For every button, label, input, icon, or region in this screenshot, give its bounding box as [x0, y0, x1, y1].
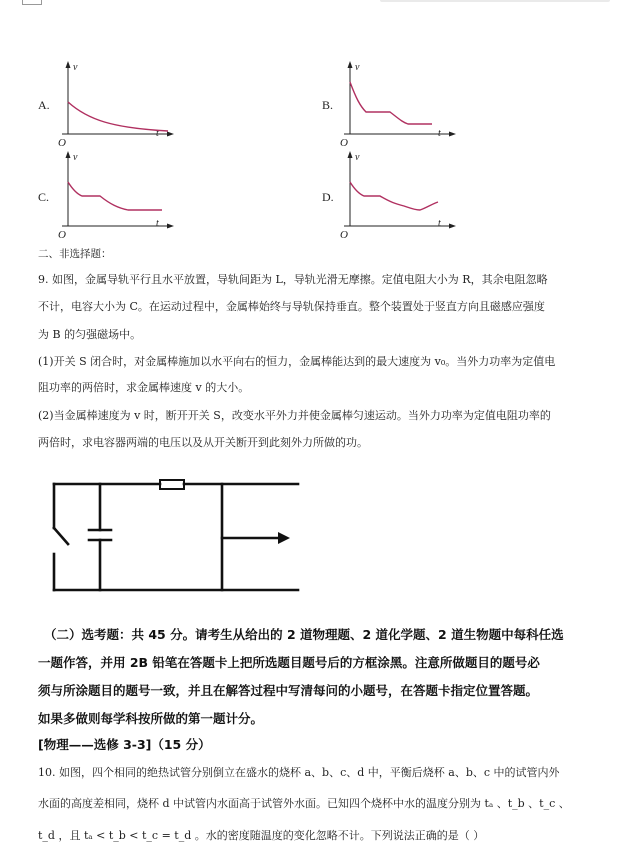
v-axis-label: v: [355, 62, 360, 73]
t-axis-label: t: [438, 128, 441, 139]
elective-line-4: 如果多做则每学科按所做的第一题计分。: [38, 711, 264, 726]
graph-b: [340, 60, 460, 150]
t-axis-label: t: [438, 218, 441, 229]
elective-line-3: 须与所涂题目的题号一致，并且在解答过程中写清每问的小题号，在答题卡指定位置答题。: [38, 683, 539, 698]
origin-label: O: [58, 137, 66, 149]
v-axis-label: v: [73, 62, 78, 73]
q10-line-1: 10. 如图，四个相同的绝热试管分别倒立在盛水的烧杯 a、b、c、d 中，平衡后烧杯 a、b、c 中的试管内外: [38, 766, 560, 779]
origin-label: O: [58, 229, 66, 241]
origin-label: O: [340, 229, 348, 241]
q10-line-3: t_d ，且 tₐ < t_b < t_c = t_d 。水的密度随温度的变化忽略不计。下列说法正确的是（ ）: [38, 829, 485, 842]
q9-line-5: 阻功率的两倍时，求金属棒速度 v 的大小。: [38, 381, 250, 394]
q9-line-2: 不计，电容大小为 C。在运动过程中，金属棒始终与导轨保持垂直。整个装置处于竖直方向且磁感应强度: [38, 300, 545, 313]
page-top-edge: [0, 0, 625, 6]
q9-line-7: 两倍时，求电容器两端的电压以及从开关断开到此刻外力所做的功。: [38, 436, 368, 449]
option-a-label: A.: [38, 98, 50, 112]
v-axis-label: v: [73, 152, 78, 163]
graph-d: [340, 150, 460, 240]
option-c-label: C.: [38, 190, 50, 204]
q9-line-3: 为 B 的匀强磁场中。: [38, 328, 142, 341]
q9-line-6: (2)当金属棒速度为 v 时，断开开关 S，改变水平外力并使金属棒匀速运动。当外力功率为定值电阻功率的: [38, 409, 551, 422]
origin-label: O: [340, 137, 348, 149]
q9-line-4: (1)开关 S 闭合时，对金属棒施加以水平向右的恒力，金属棒能达到的最大速度为 v₀。当外力功率为定值电: [38, 355, 556, 368]
t-axis-label: t: [156, 218, 159, 229]
q10-line-2: 水面的高度差相同，烧杯 d 中试管内水面高于试管外水面。已知四个烧杯中水的温度分别为 tₐ 、t_b 、t_c 、: [38, 797, 570, 810]
elective-line-1: （二）选考题：共 45 分。请考生从给出的 2 道物理题、2 道化学题、2 道生物题中每科任选: [44, 627, 564, 642]
section-heading: 二、非选择题：: [38, 248, 112, 260]
option-d-label: D.: [322, 190, 334, 204]
elective-subheading: [物理——选修 3-3]（15 分）: [38, 737, 211, 752]
graph-c: [58, 150, 178, 240]
graph-a: [58, 60, 178, 150]
q9-line-1: 9. 如图，金属导轨平行且水平放置，导轨间距为 L，导轨光滑无摩擦。定值电阻大小为 R，其余电阻忽略: [38, 273, 548, 286]
option-b-label: B.: [322, 98, 334, 112]
faded-header-text: [380, 0, 610, 2]
cut-off-box: [22, 0, 42, 5]
elective-line-2: 一题作答，并用 2B 铅笔在答题卡上把所选题目题号后的方框涂黑。注意所做题目的题号必: [38, 655, 540, 670]
v-axis-label: v: [355, 152, 360, 163]
circuit-diagram: [52, 476, 302, 596]
t-axis-label: t: [156, 128, 159, 139]
